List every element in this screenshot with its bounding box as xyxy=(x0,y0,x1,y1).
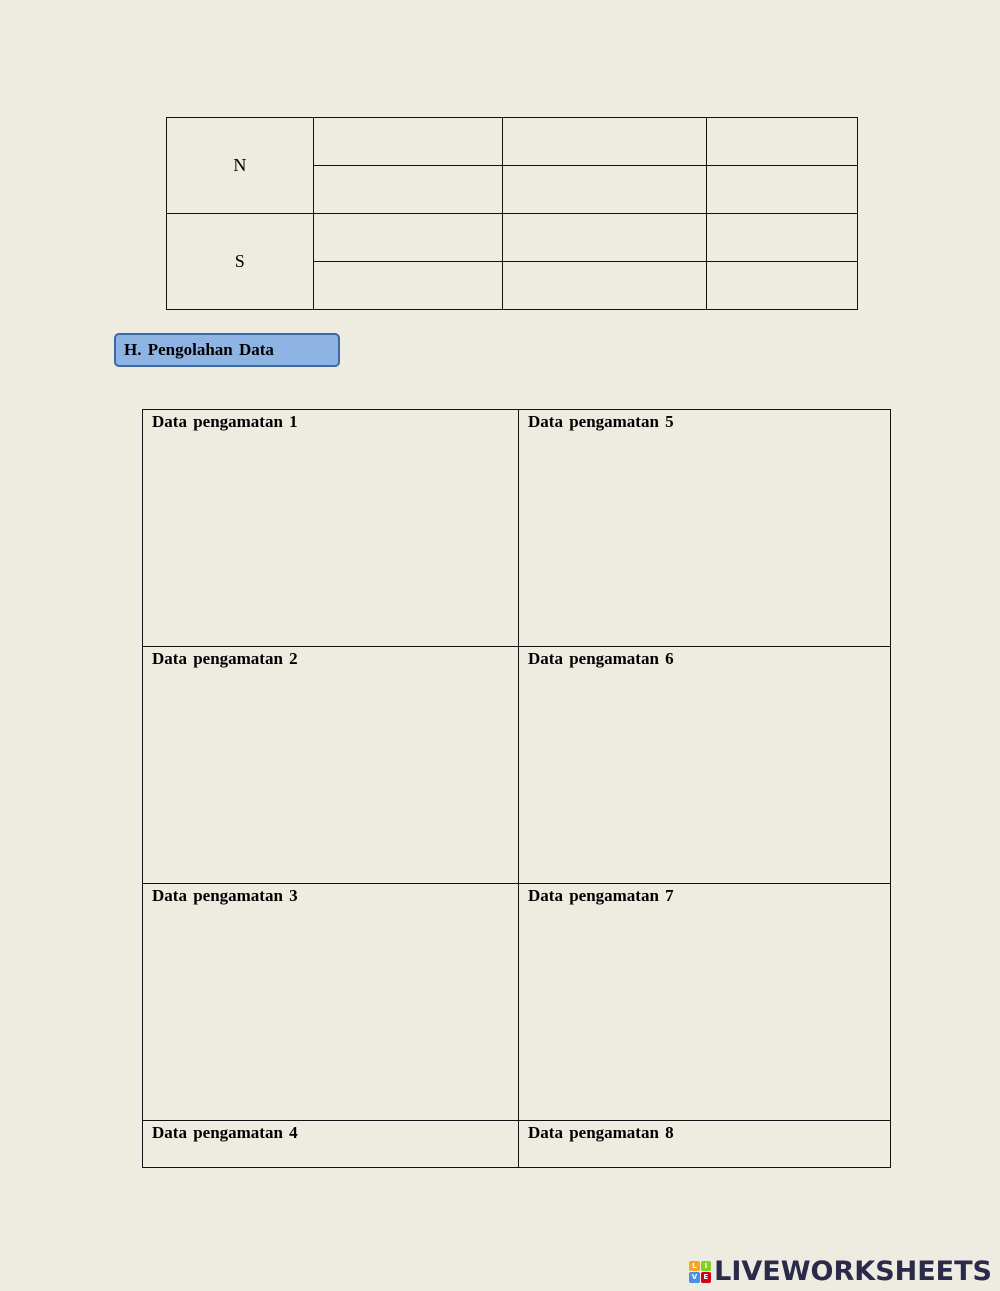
observation-label: Data pengamatan 1 xyxy=(152,412,298,431)
answer-cell[interactable] xyxy=(503,214,707,262)
pole-table xyxy=(166,117,858,310)
liveworksheets-logo-icon xyxy=(689,1261,711,1283)
table-row xyxy=(143,1121,891,1168)
observation-label: Data pengamatan 2 xyxy=(152,649,298,668)
observation-cell-4[interactable] xyxy=(143,1121,519,1168)
observation-grid xyxy=(142,409,891,1168)
answer-cell[interactable] xyxy=(313,214,503,262)
observation-cell-2[interactable] xyxy=(143,647,519,884)
pole-label-s: S xyxy=(167,214,314,310)
liveworksheets-watermark xyxy=(689,1256,992,1287)
answer-cell[interactable] xyxy=(503,166,707,214)
observation-label: Data pengamatan 6 xyxy=(528,649,674,668)
observation-cell-1[interactable] xyxy=(143,410,519,647)
observation-label: Data pengamatan 7 xyxy=(528,886,674,905)
answer-cell[interactable] xyxy=(313,262,503,310)
answer-cell[interactable] xyxy=(707,118,858,166)
pole-label-n: N xyxy=(167,118,314,214)
observation-cell-7[interactable] xyxy=(519,884,891,1121)
table-row xyxy=(143,884,891,1121)
logo-square: L xyxy=(689,1261,700,1272)
table-row xyxy=(143,647,891,884)
observation-cell-6[interactable] xyxy=(519,647,891,884)
answer-cell[interactable] xyxy=(707,262,858,310)
answer-cell[interactable] xyxy=(313,118,503,166)
observation-label: Data pengamatan 3 xyxy=(152,886,298,905)
observation-label: Data pengamatan 4 xyxy=(152,1123,298,1142)
answer-cell[interactable] xyxy=(707,214,858,262)
observation-label: Data pengamatan 8 xyxy=(528,1123,674,1142)
section-title: H. Pengolahan Data xyxy=(114,333,340,367)
answer-cell[interactable] xyxy=(503,118,707,166)
watermark-text: LIVEWORKSHEETS xyxy=(714,1256,992,1287)
observation-cell-8[interactable] xyxy=(519,1121,891,1168)
logo-square: E xyxy=(701,1272,712,1283)
table-row xyxy=(167,214,858,262)
observation-cell-3[interactable] xyxy=(143,884,519,1121)
table-row xyxy=(167,118,858,166)
answer-cell[interactable] xyxy=(503,262,707,310)
answer-cell[interactable] xyxy=(707,166,858,214)
answer-cell[interactable] xyxy=(313,166,503,214)
observation-label: Data pengamatan 5 xyxy=(528,412,674,431)
table-row xyxy=(143,410,891,647)
logo-square: V xyxy=(689,1272,700,1283)
observation-cell-5[interactable] xyxy=(519,410,891,647)
logo-square: I xyxy=(701,1261,712,1272)
